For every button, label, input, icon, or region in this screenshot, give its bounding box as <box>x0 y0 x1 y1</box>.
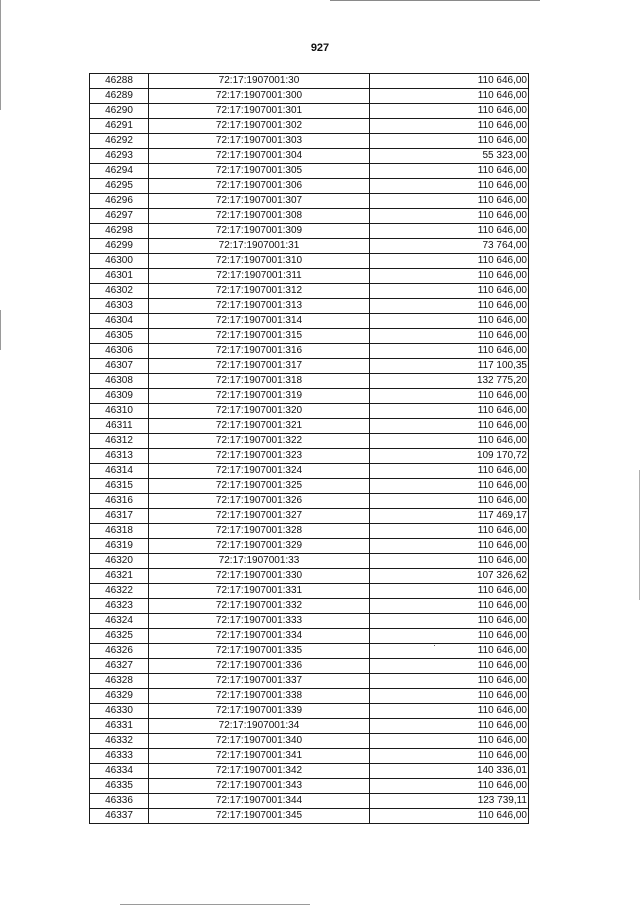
cadastral-value-cell: 110 646,00 <box>370 644 529 659</box>
table-row <box>90 404 529 419</box>
table-row <box>90 494 529 509</box>
row-number-cell: 46316 <box>90 494 149 509</box>
row-number-cell: 46302 <box>90 284 149 299</box>
table-row <box>90 554 529 569</box>
cadastral-value-cell: 110 646,00 <box>370 254 529 269</box>
cadastral-value-cell: 110 646,00 <box>370 479 529 494</box>
cadastral-value-cell: 110 646,00 <box>370 419 529 434</box>
cadastral-value-cell: 110 646,00 <box>370 329 529 344</box>
cadastral-number-cell: 72:17:1907001:33 <box>149 554 370 569</box>
cadastral-value-cell: 110 646,00 <box>370 434 529 449</box>
cadastral-value-cell: 110 646,00 <box>370 134 529 149</box>
row-number-cell: 46301 <box>90 269 149 284</box>
cadastral-value-cell: 110 646,00 <box>370 809 529 824</box>
table-row <box>90 629 529 644</box>
cadastral-value-cell: 110 646,00 <box>370 749 529 764</box>
cadastral-value-cell: 110 646,00 <box>370 629 529 644</box>
table-row <box>90 614 529 629</box>
row-number-cell: 46318 <box>90 524 149 539</box>
table-row <box>90 659 529 674</box>
cadastral-value-cell: 110 646,00 <box>370 779 529 794</box>
row-number-cell: 46326 <box>90 644 149 659</box>
cadastral-number-cell: 72:17:1907001:336 <box>149 659 370 674</box>
row-number-cell: 46291 <box>90 119 149 134</box>
cadastral-number-cell: 72:17:1907001:313 <box>149 299 370 314</box>
table-row <box>90 194 529 209</box>
cadastral-number-cell: 72:17:1907001:334 <box>149 629 370 644</box>
cadastral-number-cell: 72:17:1907001:324 <box>149 464 370 479</box>
cadastral-value-cell: 110 646,00 <box>370 689 529 704</box>
cadastral-number-cell: 72:17:1907001:332 <box>149 599 370 614</box>
cadastral-value-cell: 117 100,35 <box>370 359 529 374</box>
cadastral-number-cell: 72:17:1907001:312 <box>149 284 370 299</box>
cadastral-number-cell: 72:17:1907001:304 <box>149 149 370 164</box>
table-row <box>90 119 529 134</box>
cadastral-value-cell: 110 646,00 <box>370 224 529 239</box>
cadastral-value-cell: 110 646,00 <box>370 164 529 179</box>
table-row <box>90 434 529 449</box>
row-number-cell: 46329 <box>90 689 149 704</box>
cadastral-number-cell: 72:17:1907001:330 <box>149 569 370 584</box>
table-row <box>90 479 529 494</box>
scan-edge-top <box>330 0 540 1</box>
table-row <box>90 539 529 554</box>
cadastral-value-cell: 110 646,00 <box>370 659 529 674</box>
cadastral-value-cell: 110 646,00 <box>370 524 529 539</box>
table-row <box>90 269 529 284</box>
row-number-cell: 46328 <box>90 674 149 689</box>
cadastral-number-cell: 72:17:1907001:300 <box>149 89 370 104</box>
row-number-cell: 46288 <box>90 74 149 89</box>
cadastral-value-cell: 110 646,00 <box>370 119 529 134</box>
row-number-cell: 46337 <box>90 809 149 824</box>
cadastral-number-cell: 72:17:1907001:328 <box>149 524 370 539</box>
cadastral-number-cell: 72:17:1907001:335 <box>149 644 370 659</box>
cadastral-number-cell: 72:17:1907001:323 <box>149 449 370 464</box>
cadastral-number-cell: 72:17:1907001:341 <box>149 749 370 764</box>
table-row <box>90 449 529 464</box>
table-row <box>90 704 529 719</box>
scan-edge-left <box>0 0 1 110</box>
table-row <box>90 764 529 779</box>
row-number-cell: 46306 <box>90 344 149 359</box>
cadastral-number-cell: 72:17:1907001:306 <box>149 179 370 194</box>
cadastral-value-cell: 110 646,00 <box>370 584 529 599</box>
cadastral-number-cell: 72:17:1907001:339 <box>149 704 370 719</box>
row-number-cell: 46293 <box>90 149 149 164</box>
table-row <box>90 329 529 344</box>
cadastral-number-cell: 72:17:1907001:305 <box>149 164 370 179</box>
cadastral-value-table <box>89 73 529 824</box>
row-number-cell: 46323 <box>90 599 149 614</box>
cadastral-number-cell: 72:17:1907001:31 <box>149 239 370 254</box>
row-number-cell: 46331 <box>90 719 149 734</box>
row-number-cell: 46294 <box>90 164 149 179</box>
row-number-cell: 46289 <box>90 89 149 104</box>
table-row <box>90 524 529 539</box>
cadastral-number-cell: 72:17:1907001:308 <box>149 209 370 224</box>
cadastral-number-cell: 72:17:1907001:338 <box>149 689 370 704</box>
table-row <box>90 299 529 314</box>
cadastral-number-cell: 72:17:1907001:321 <box>149 419 370 434</box>
cadastral-number-cell: 72:17:1907001:342 <box>149 764 370 779</box>
cadastral-number-cell: 72:17:1907001:314 <box>149 314 370 329</box>
cadastral-number-cell: 72:17:1907001:329 <box>149 539 370 554</box>
cadastral-number-cell: 72:17:1907001:325 <box>149 479 370 494</box>
table-row <box>90 104 529 119</box>
cadastral-value-cell: 110 646,00 <box>370 299 529 314</box>
table-row <box>90 149 529 164</box>
page-number: 927 <box>310 42 330 54</box>
row-number-cell: 46325 <box>90 629 149 644</box>
cadastral-value-cell: 110 646,00 <box>370 179 529 194</box>
row-number-cell: 46327 <box>90 659 149 674</box>
cadastral-number-cell: 72:17:1907001:307 <box>149 194 370 209</box>
table-row <box>90 644 529 659</box>
cadastral-number-cell: 72:17:1907001:301 <box>149 104 370 119</box>
table-row <box>90 314 529 329</box>
cadastral-value-cell: 107 326,62 <box>370 569 529 584</box>
table-row <box>90 734 529 749</box>
cadastral-number-cell: 72:17:1907001:316 <box>149 344 370 359</box>
row-number-cell: 46313 <box>90 449 149 464</box>
cadastral-value-cell: 110 646,00 <box>370 74 529 89</box>
table-row <box>90 254 529 269</box>
row-number-cell: 46315 <box>90 479 149 494</box>
cadastral-number-cell: 72:17:1907001:315 <box>149 329 370 344</box>
row-number-cell: 46298 <box>90 224 149 239</box>
cadastral-number-cell: 72:17:1907001:317 <box>149 359 370 374</box>
cadastral-number-cell: 72:17:1907001:337 <box>149 674 370 689</box>
table-row <box>90 284 529 299</box>
row-number-cell: 46303 <box>90 299 149 314</box>
row-number-cell: 46305 <box>90 329 149 344</box>
cadastral-number-cell: 72:17:1907001:320 <box>149 404 370 419</box>
table-row <box>90 389 529 404</box>
cadastral-number-cell: 72:17:1907001:345 <box>149 809 370 824</box>
cadastral-value-cell: 110 646,00 <box>370 464 529 479</box>
row-number-cell: 46321 <box>90 569 149 584</box>
row-number-cell: 46304 <box>90 314 149 329</box>
cadastral-number-cell: 72:17:1907001:309 <box>149 224 370 239</box>
row-number-cell: 46312 <box>90 434 149 449</box>
table-row <box>90 569 529 584</box>
row-number-cell: 46308 <box>90 374 149 389</box>
cadastral-number-cell: 72:17:1907001:302 <box>149 119 370 134</box>
table-row <box>90 689 529 704</box>
cadastral-number-cell: 72:17:1907001:30 <box>149 74 370 89</box>
table-row <box>90 584 529 599</box>
table-body <box>90 74 529 824</box>
cadastral-value-cell: 110 646,00 <box>370 269 529 284</box>
cadastral-number-cell: 72:17:1907001:331 <box>149 584 370 599</box>
row-number-cell: 46307 <box>90 359 149 374</box>
row-number-cell: 46290 <box>90 104 149 119</box>
row-number-cell: 46309 <box>90 389 149 404</box>
cadastral-value-cell: 110 646,00 <box>370 404 529 419</box>
row-number-cell: 46310 <box>90 404 149 419</box>
row-number-cell: 46299 <box>90 239 149 254</box>
table-row <box>90 224 529 239</box>
cadastral-value-cell: 110 646,00 <box>370 554 529 569</box>
cadastral-number-cell: 72:17:1907001:310 <box>149 254 370 269</box>
cadastral-value-cell: 55 323,00 <box>370 149 529 164</box>
table-row <box>90 374 529 389</box>
cadastral-value-cell: 132 775,20 <box>370 374 529 389</box>
table-row <box>90 509 529 524</box>
row-number-cell: 46295 <box>90 179 149 194</box>
cadastral-value-cell: 110 646,00 <box>370 389 529 404</box>
cadastral-value-cell: 110 646,00 <box>370 194 529 209</box>
row-number-cell: 46336 <box>90 794 149 809</box>
cadastral-number-cell: 72:17:1907001:340 <box>149 734 370 749</box>
cadastral-number-cell: 72:17:1907001:343 <box>149 779 370 794</box>
table-row <box>90 164 529 179</box>
cadastral-value-cell: 140 336,01 <box>370 764 529 779</box>
row-number-cell: 46320 <box>90 554 149 569</box>
cadastral-value-cell: 110 646,00 <box>370 284 529 299</box>
cadastral-value-cell: 110 646,00 <box>370 314 529 329</box>
table-row <box>90 794 529 809</box>
cadastral-value-cell: 110 646,00 <box>370 674 529 689</box>
table-row <box>90 179 529 194</box>
cadastral-number-cell: 72:17:1907001:327 <box>149 509 370 524</box>
cadastral-number-cell: 72:17:1907001:333 <box>149 614 370 629</box>
row-number-cell: 46324 <box>90 614 149 629</box>
cadastral-number-cell: 72:17:1907001:303 <box>149 134 370 149</box>
row-number-cell: 46334 <box>90 764 149 779</box>
cadastral-number-cell: 72:17:1907001:318 <box>149 374 370 389</box>
cadastral-value-cell: 110 646,00 <box>370 539 529 554</box>
cadastral-value-cell: 110 646,00 <box>370 704 529 719</box>
cadastral-value-cell: 117 469,17 <box>370 509 529 524</box>
table-row <box>90 89 529 104</box>
table-row <box>90 134 529 149</box>
cadastral-value-cell: 110 646,00 <box>370 89 529 104</box>
cadastral-value-cell: 110 646,00 <box>370 614 529 629</box>
row-number-cell: 46332 <box>90 734 149 749</box>
cadastral-value-cell: 109 170,72 <box>370 449 529 464</box>
table-row <box>90 419 529 434</box>
row-number-cell: 46319 <box>90 539 149 554</box>
table-row <box>90 809 529 824</box>
row-number-cell: 46297 <box>90 209 149 224</box>
cadastral-number-cell: 72:17:1907001:344 <box>149 794 370 809</box>
row-number-cell: 46314 <box>90 464 149 479</box>
row-number-cell: 46300 <box>90 254 149 269</box>
cadastral-value-cell: 110 646,00 <box>370 344 529 359</box>
row-number-cell: 46296 <box>90 194 149 209</box>
table-row <box>90 464 529 479</box>
table-row <box>90 599 529 614</box>
cadastral-value-cell: 110 646,00 <box>370 494 529 509</box>
scan-edge-left-mark <box>0 310 1 350</box>
cadastral-number-cell: 72:17:1907001:34 <box>149 719 370 734</box>
cadastral-value-cell: 73 764,00 <box>370 239 529 254</box>
table-row <box>90 674 529 689</box>
row-number-cell: 46317 <box>90 509 149 524</box>
row-number-cell: 46333 <box>90 749 149 764</box>
table-row <box>90 719 529 734</box>
row-number-cell: 46292 <box>90 134 149 149</box>
cadastral-value-cell: 110 646,00 <box>370 104 529 119</box>
table-row <box>90 344 529 359</box>
cadastral-number-cell: 72:17:1907001:319 <box>149 389 370 404</box>
row-number-cell: 46330 <box>90 704 149 719</box>
cadastral-value-cell: 123 739,11 <box>370 794 529 809</box>
table-row <box>90 779 529 794</box>
table-row <box>90 749 529 764</box>
cadastral-value-cell: 110 646,00 <box>370 734 529 749</box>
cadastral-value-cell: 110 646,00 <box>370 719 529 734</box>
cadastral-number-cell: 72:17:1907001:322 <box>149 434 370 449</box>
cadastral-number-cell: 72:17:1907001:311 <box>149 269 370 284</box>
cadastral-number-cell: 72:17:1907001:326 <box>149 494 370 509</box>
table-row <box>90 239 529 254</box>
cadastral-value-cell: 110 646,00 <box>370 209 529 224</box>
row-number-cell: 46322 <box>90 584 149 599</box>
table-row <box>90 209 529 224</box>
row-number-cell: 46335 <box>90 779 149 794</box>
cadastral-value-cell: 110 646,00 <box>370 599 529 614</box>
row-number-cell: 46311 <box>90 419 149 434</box>
table-row <box>90 359 529 374</box>
table-row <box>90 74 529 89</box>
